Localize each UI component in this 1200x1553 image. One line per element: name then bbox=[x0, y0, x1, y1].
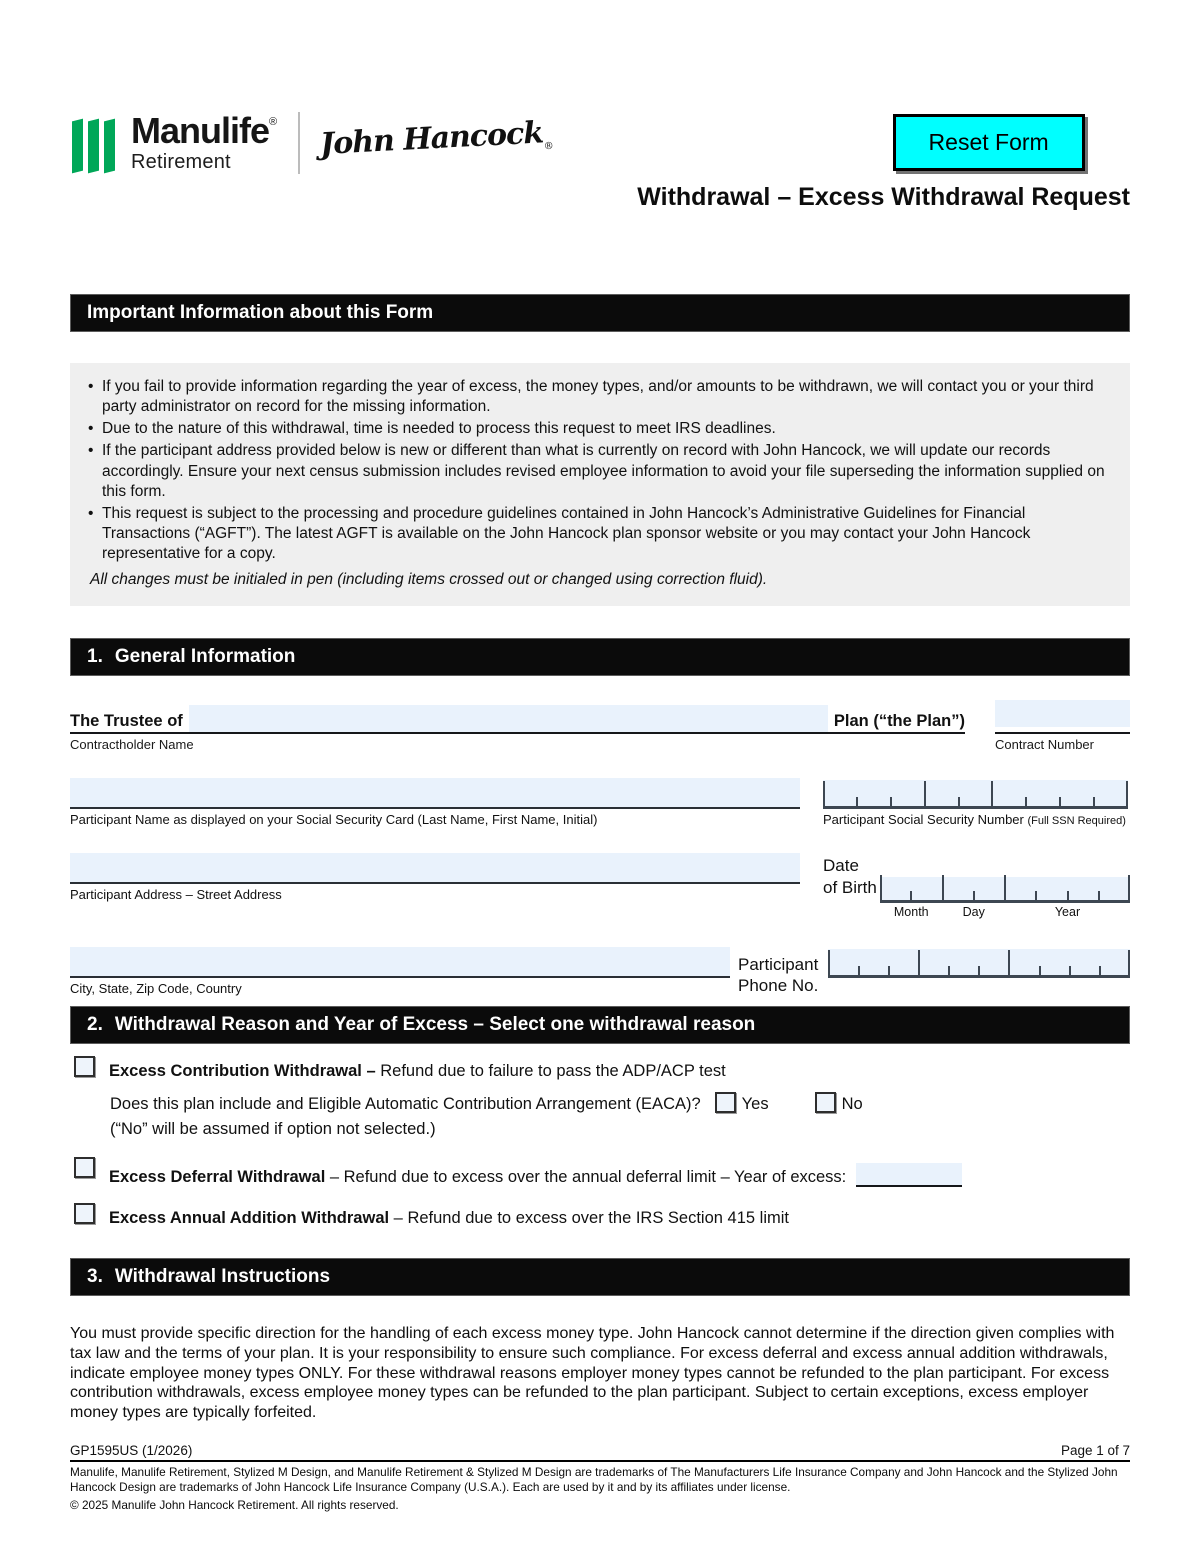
section-heading-withdrawal-reason: 2. Withdrawal Reason and Year of Excess – Select one withdrawal reason bbox=[70, 1006, 1130, 1044]
manulife-stripes-icon bbox=[72, 120, 115, 172]
contractholder-name-input[interactable] bbox=[189, 705, 828, 732]
month-label: Month bbox=[893, 905, 929, 920]
date-of-birth-comb-input[interactable] bbox=[880, 877, 1130, 903]
phone-comb-input[interactable] bbox=[828, 949, 1130, 978]
reset-form-button[interactable]: Reset Form bbox=[893, 114, 1085, 171]
brand-divider bbox=[298, 112, 300, 174]
city-state-zip-label: City, State, Zip Code, Country bbox=[70, 981, 242, 997]
excess-contribution-option: Excess Contribution Withdrawal – Refund due to failure to pass the ADP/ACP test bbox=[70, 1062, 1130, 1081]
ssn-comb-input[interactable] bbox=[823, 780, 1128, 809]
excess-contribution-checkbox[interactable] bbox=[74, 1056, 95, 1077]
excess-deferral-option: Excess Deferral Withdrawal – Refund due to excess over the annual deferral limit – Year of excess: bbox=[70, 1163, 1130, 1187]
brand-division: Retirement bbox=[131, 150, 231, 173]
excess-annual-addition-option: Excess Annual Addition Withdrawal – Refund due to excess over the IRS Section 415 limit bbox=[70, 1209, 1130, 1228]
registered-mark: ® bbox=[543, 140, 554, 152]
footer bbox=[70, 1443, 1130, 1513]
bullet-item: • If the participant address provided below is new or different than what is currently on record with John Hancock, we will update our records accordingly. Ensure your next census submission includes revised employee information to avoid your file superseding the information supplied on this form. bbox=[84, 441, 1112, 501]
contract-number-input[interactable] bbox=[995, 700, 1130, 727]
contract-number-label: Contract Number bbox=[995, 737, 1094, 753]
phone-label: Participant Phone No. bbox=[738, 954, 819, 996]
eaca-default-note: (“No” will be assumed if option not selected.) bbox=[110, 1120, 436, 1139]
bullet-item: • If you fail to provide information regarding the year of excess, the money types, and/or amounts to be withdrawn, we will contact you or your third party administrator on record for the missing information. bbox=[84, 377, 1112, 417]
participant-name-label: Participant Name as displayed on your Social Security Card (Last Name, First Name, Initial) bbox=[70, 812, 598, 828]
eaca-yes-label: Yes bbox=[741, 1095, 769, 1114]
john-hancock-signature: John Hancock$_®$ bbox=[319, 114, 554, 162]
trustee-prefix-label: The Trustee of bbox=[70, 712, 183, 731]
trademark-text: Manulife, Manulife Retirement, Stylized M Design, and Manulife Retirement & Stylized M Design are trademarks of The Manufacturers Life Insurance Company and John Hancock and the Stylized John Hancock Design are trademarks of John Hancock Life Insurance Company (U.S.A.). Each are used by it and by its affiliates under license. bbox=[70, 1464, 1118, 1494]
ssn-note: (Full SSN Required) bbox=[1027, 815, 1126, 828]
participant-name-input[interactable] bbox=[70, 778, 800, 809]
street-address-input[interactable] bbox=[70, 853, 800, 884]
withdrawal-reason-section bbox=[70, 1062, 1130, 1228]
phone-group bbox=[738, 949, 1130, 996]
excess-annual-addition-checkbox[interactable] bbox=[74, 1203, 95, 1224]
eaca-yes-checkbox[interactable] bbox=[715, 1092, 736, 1113]
copyright-text: © 2025 Manulife John Hancock Retirement. All rights reserved. bbox=[70, 1497, 399, 1512]
eaca-no-checkbox[interactable] bbox=[815, 1092, 836, 1113]
form-code: GP1595US (1/2026) bbox=[70, 1442, 193, 1458]
excess-deferral-checkbox[interactable] bbox=[74, 1157, 95, 1178]
day-label: Day bbox=[962, 905, 985, 920]
general-information-section bbox=[70, 700, 1130, 996]
section-heading-important-info: Important Information about this Form bbox=[70, 294, 1130, 332]
date-of-birth-label: Date of Birth bbox=[823, 856, 877, 897]
eaca-question: Does this plan include and Eligible Automatic Contribution Arrangement (EACA)? bbox=[110, 1095, 701, 1114]
brand-logo bbox=[72, 109, 554, 174]
contractholder-name-label: Contractholder Name bbox=[70, 737, 194, 753]
withdrawal-instructions-paragraph: You must provide specific direction for the handling of each excess money type. John Hancock cannot determine if the direction given complies with tax law and the terms of your plan. It is your responsibility to ensure such compliance. For excess deferral and excess annual addition withdrawals, indicate employee money types ONLY. For these withdrawal reasons employer money types cannot be refunded to the plan participant. For excess contribution withdrawals, excess employee money types can be refunded to the plan participant. Subject to certain exceptions, excess employer money types are typically forfeited. bbox=[70, 1325, 1115, 1422]
section-heading-withdrawal-instructions: 3. Withdrawal Instructions bbox=[70, 1258, 1130, 1296]
year-label: Year bbox=[1054, 905, 1081, 920]
page-title: Withdrawal – Excess Withdrawal Request bbox=[637, 183, 1130, 211]
date-of-birth-group bbox=[823, 853, 1130, 919]
important-info-box bbox=[70, 363, 1130, 606]
brand-name: Manulife® bbox=[131, 109, 277, 151]
year-of-excess-input[interactable] bbox=[856, 1163, 962, 1187]
important-info-bullets bbox=[84, 377, 1112, 564]
ssn-label: Participant Social Security Number (Full SSN Required) bbox=[823, 812, 1126, 828]
eaca-no-label: No bbox=[841, 1095, 863, 1114]
plan-suffix-label: Plan (“the Plan”) bbox=[833, 712, 965, 731]
registered-mark: ® bbox=[269, 115, 277, 128]
bullet-item: • Due to the nature of this withdrawal, time is needed to process this request to meet IRS deadlines. bbox=[84, 419, 1112, 439]
bullet-item: • This request is subject to the processing and procedure guidelines contained in John Hancock’s Administrative Guidelines for Financial Transactions (“AGFT”). The latest AGFT is available on the John Hancock plan sponsor website or you may contact your John Hancock representative for a copy. bbox=[84, 504, 1112, 564]
header bbox=[72, 0, 1130, 212]
street-address-label: Participant Address – Street Address bbox=[70, 887, 282, 903]
changes-in-pen-note: All changes must be initialed in pen (including items crossed out or changed using correction fluid). bbox=[90, 571, 768, 589]
city-state-zip-input[interactable] bbox=[70, 947, 730, 978]
section-heading-general-information: 1. General Information bbox=[70, 638, 1130, 676]
page-number: Page 1 of 7 bbox=[1060, 1442, 1130, 1458]
eaca-question-group bbox=[110, 1095, 1130, 1139]
